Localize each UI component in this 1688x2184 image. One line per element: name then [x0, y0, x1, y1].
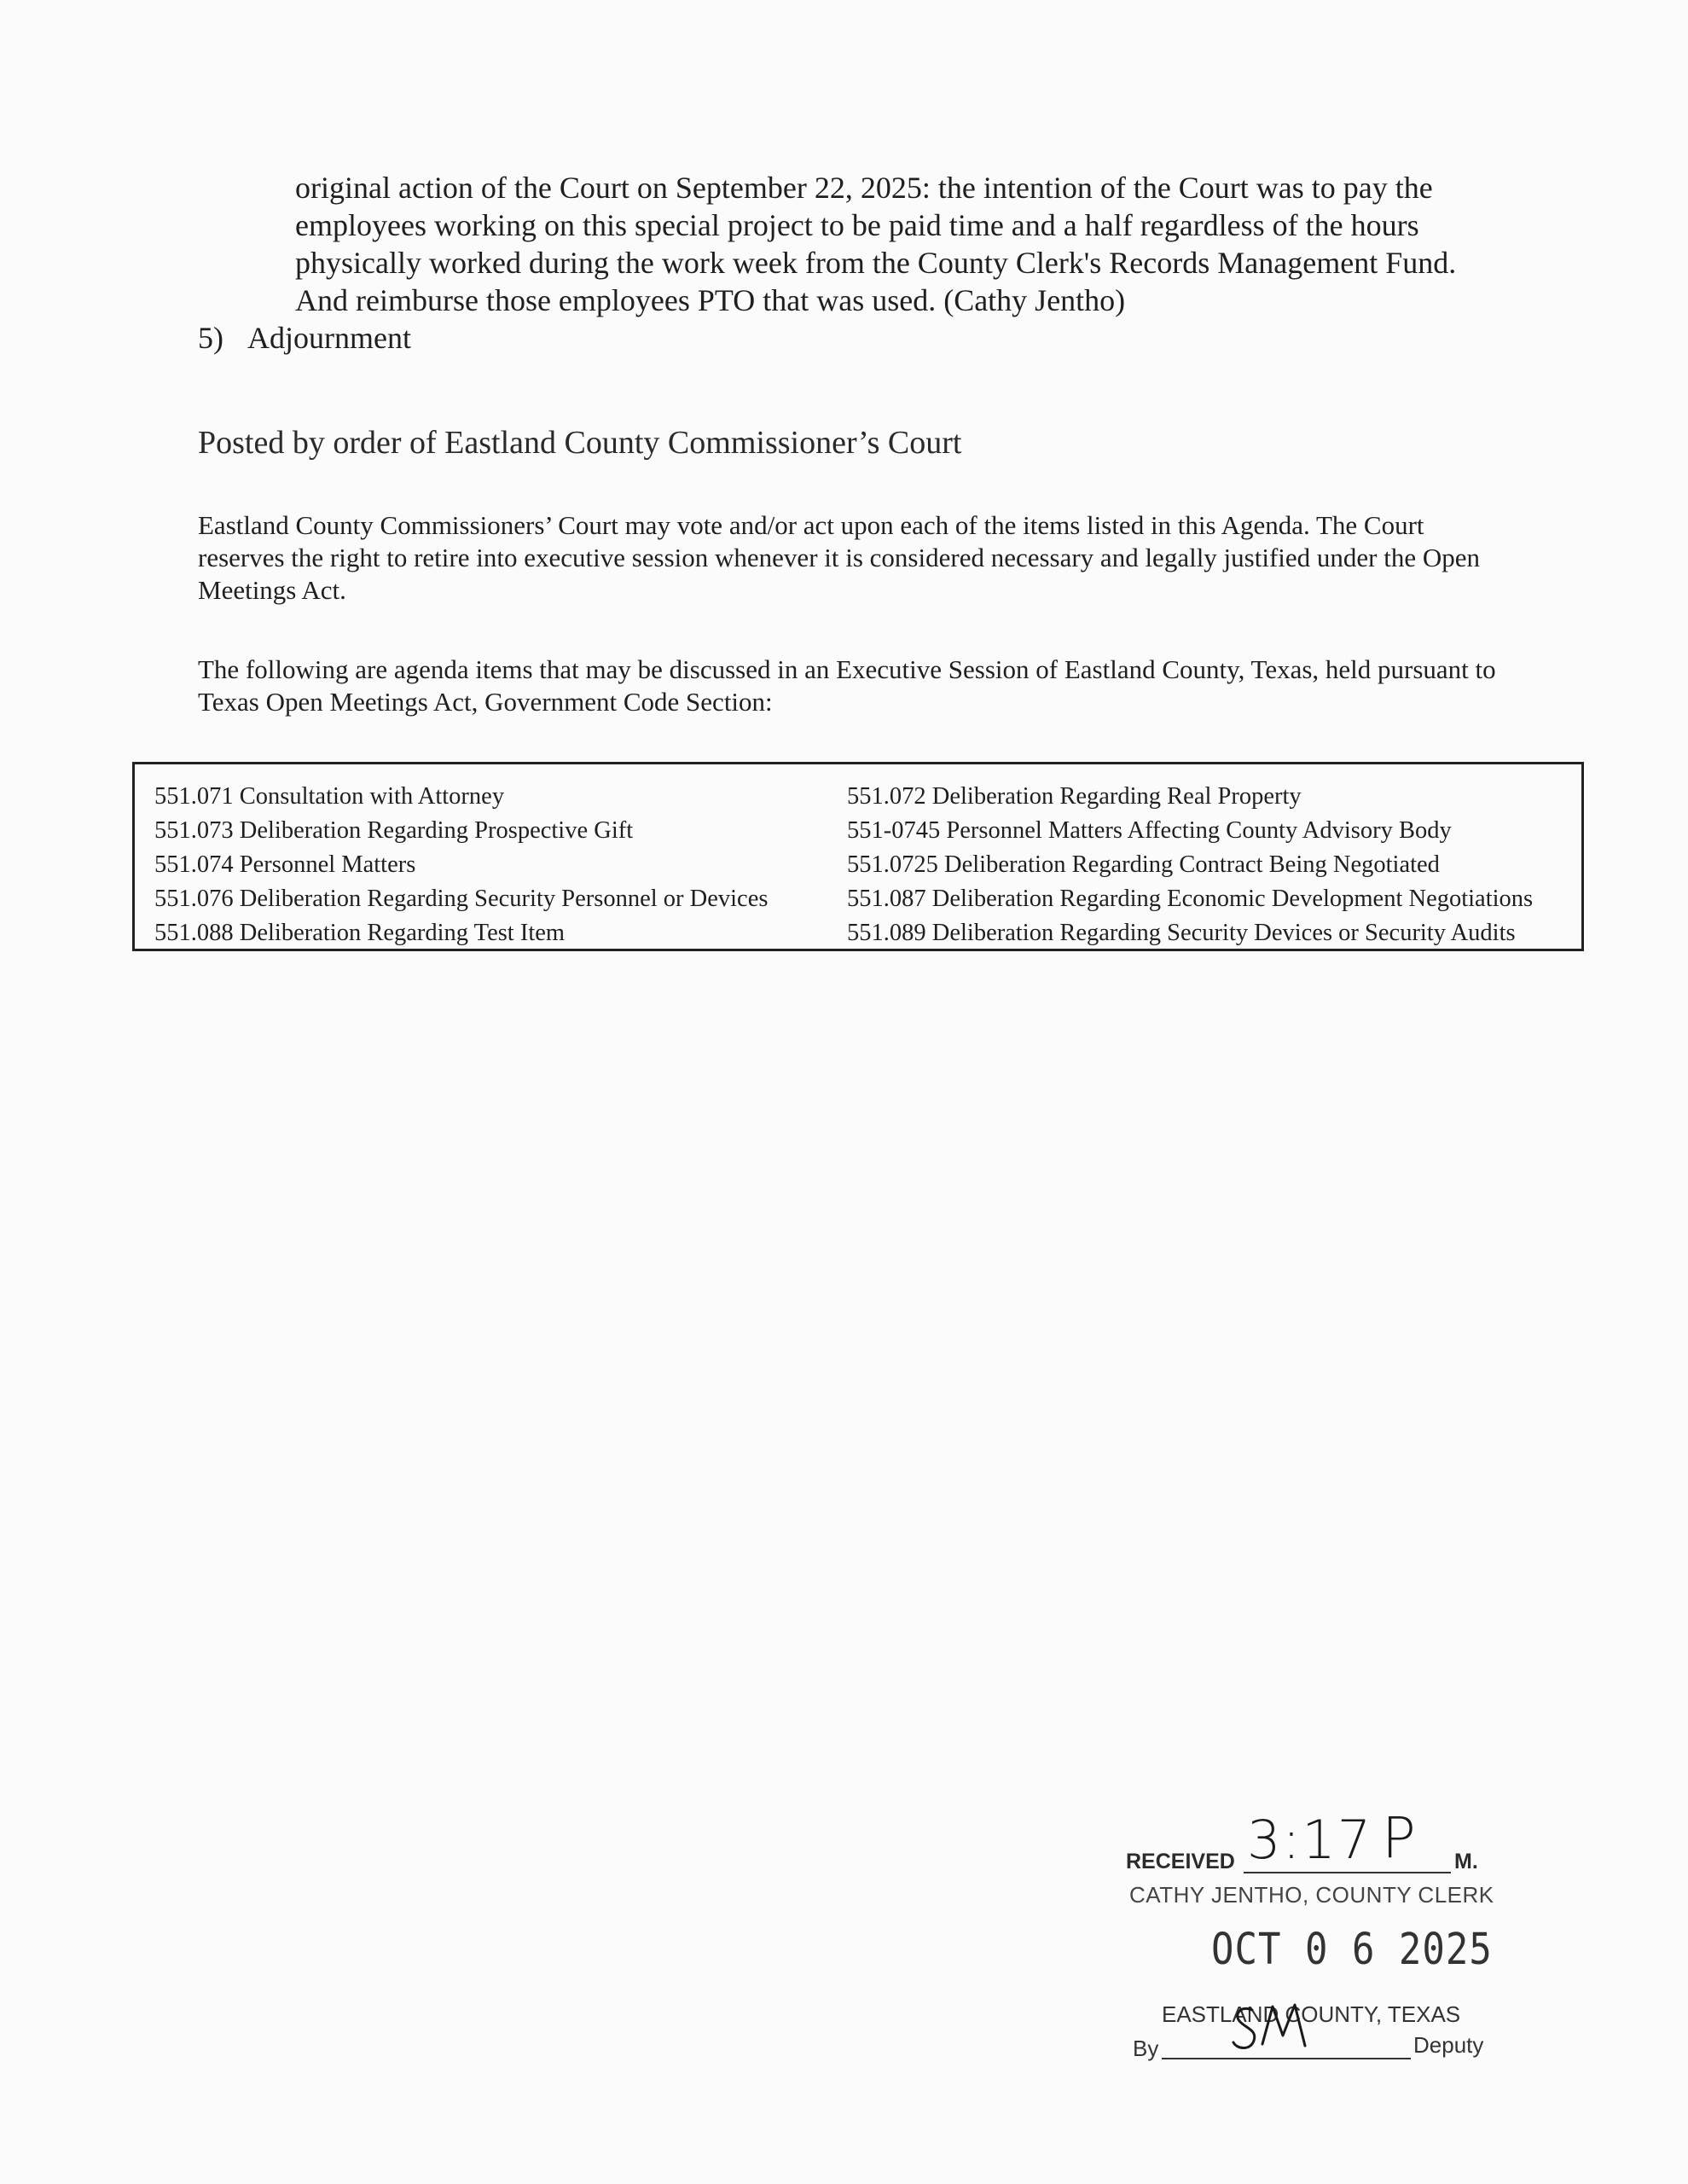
continuation-line: original action of the Court on September 22, 2025: the intention of the Court was to pay the — [295, 171, 1433, 205]
handwritten-signature — [1228, 1998, 1331, 2058]
exec-item: 551.072 Deliberation Regarding Real Property — [847, 783, 1302, 810]
continuation-line: physically worked during the work week from the County Clerk's Records Management Fund. — [295, 246, 1457, 280]
by-label: By — [1133, 2036, 1159, 2061]
handwritten-time: 3:17 — [1247, 1809, 1373, 1871]
exec-item: 551.076 Deliberation Regarding Security Personnel or Devices — [154, 886, 769, 912]
exec-column-right — [847, 780, 1533, 950]
stamp-county: EASTLAND COUNTY, TEXAS — [1162, 2001, 1461, 2027]
exec-item: 551-0745 Personnel Matters Affecting County Advisory Body — [847, 817, 1452, 844]
agenda-item-4-continuation — [295, 169, 1506, 319]
stamp-date: OCT 0 6 2025 — [1211, 1925, 1493, 1975]
received-stamp — [1126, 1805, 1510, 2082]
exec-item: 551.089 Deliberation Regarding Security Devices or Security Audits — [847, 920, 1516, 946]
received-label: RECEIVED — [1126, 1850, 1235, 1873]
exec-item: 551.073 Deliberation Regarding Prospective Gift — [154, 817, 634, 844]
exec-item: 551.071 Consultation with Attorney — [154, 783, 505, 810]
deputy-label: Deputy — [1413, 2032, 1484, 2058]
exec-item: 551.074 Personnel Matters — [154, 851, 416, 878]
item-label: Adjournment — [247, 321, 411, 355]
handwritten-ampm: P — [1382, 1805, 1416, 1871]
continuation-line: And reimburse those employees PTO that was used. (Cathy Jentho) — [295, 283, 1126, 317]
posted-by-heading: Posted by order of Eastland County Commissioner’s Court — [198, 425, 962, 461]
item-number: 5) — [198, 321, 223, 355]
exec-item: 551.0725 Deliberation Regarding Contract Being Negotiated — [847, 851, 1440, 878]
exec-item: 551.088 Deliberation Regarding Test Item — [154, 920, 566, 946]
notice-paragraph: Eastland County Commissioners’ Court may vote and/or act upon each of the items listed in this Agenda. The Court reserves the right to retire into executive session whenever it is considered necessary and legally justified under the Open Meetings Act. — [198, 510, 1481, 605]
by-rule — [1162, 2058, 1411, 2059]
exec-column-left — [154, 780, 768, 950]
executive-session-intro: The following are agenda items that may be discussed in an Executive Session of Eastland County, Texas, held pursuant to Texas Open Meetings Act, Government Code Section: — [198, 654, 1496, 717]
continuation-line: employees working on this special project to be paid time and a half regardless of the hours — [295, 208, 1419, 242]
exec-item: 551.087 Deliberation Regarding Economic Development Negotiations — [847, 886, 1534, 912]
clerk-name: CATHY JENTHO, COUNTY CLERK — [1129, 1882, 1494, 1908]
received-line — [1126, 1805, 1484, 1873]
agenda-item-adjournment — [198, 319, 411, 357]
executive-session-table — [132, 762, 1584, 951]
received-suffix: M. — [1454, 1850, 1478, 1873]
received-rule — [1244, 1872, 1451, 1873]
